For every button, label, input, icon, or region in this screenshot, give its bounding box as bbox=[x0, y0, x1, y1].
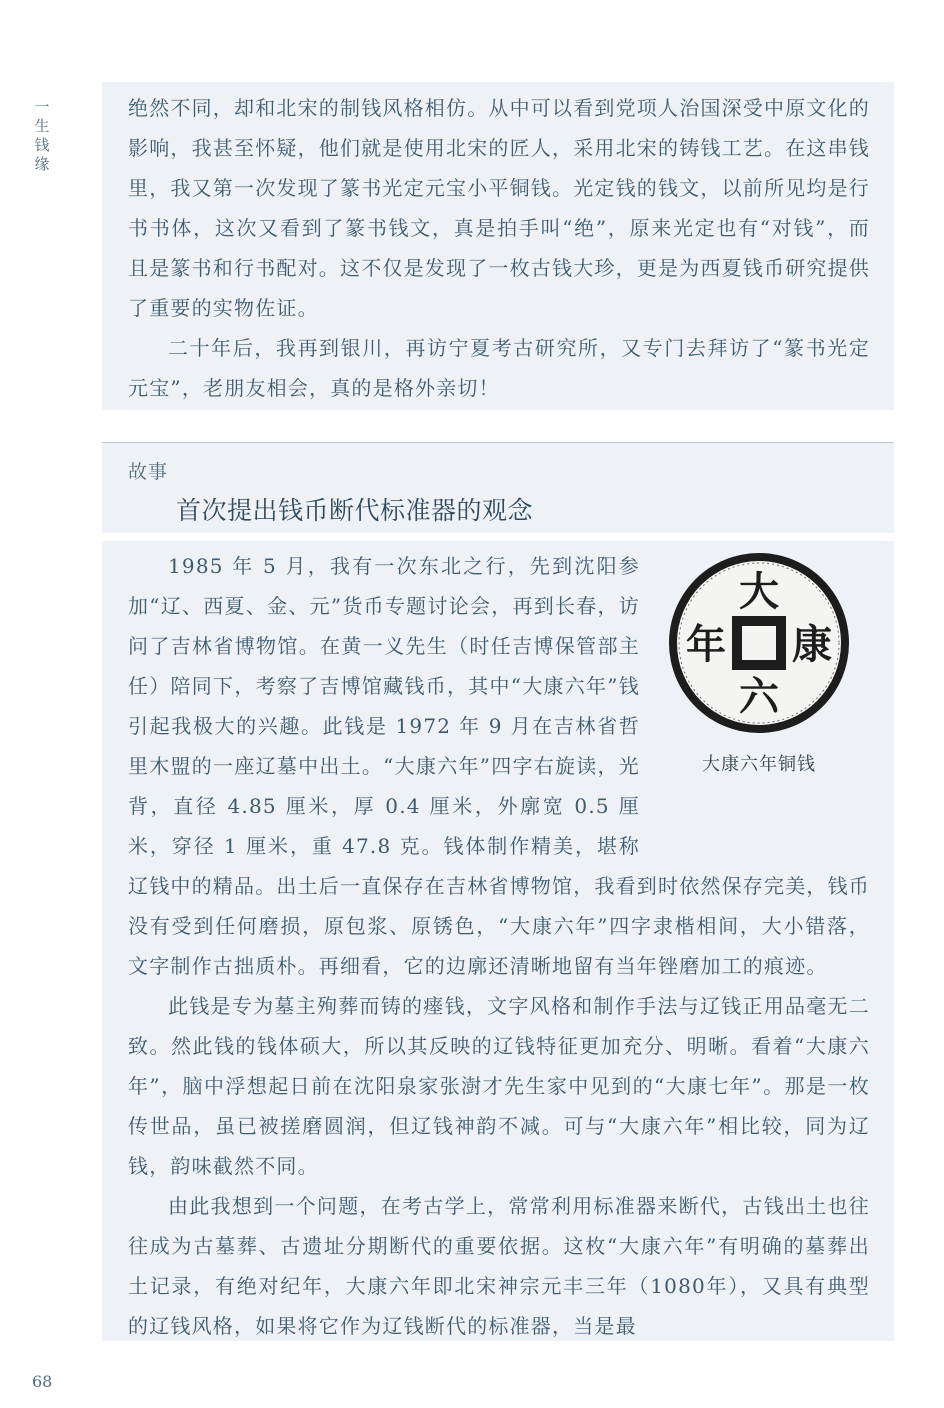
paragraph: 1985 年 5 月，我有一次东北之行，先到沈阳参加“辽、西夏、金、元”货币专题讨论会，再到长春，访问了吉林省博物馆。在黄一义先生（时任吉博保管部主任）陪同下，考察了吉博馆藏钱币，其中“大康六年”钱引起我极大的兴趣。此钱是 1972 年 9 月在吉林省哲里木盟的一座辽墓中出土。“大康六年”四字右旋读，光背，直径 4.85 厘米，厚 0.4 厘米，外廓宽 0.5 厘米，穿径 1 厘米，重 47.8 克。钱体制作精美，堪称辽钱中的精品。出土后一直保存在吉林省博物馆，我看到时依然保存完美，钱币没有受到任何磨损，原包浆、原锈色，“大康六年”四字隶楷相间，大小错落，文字制作古拙质朴。再细看，它的边廓还清晰地留有当年锉磨加工的痕迹。 bbox=[128, 554, 870, 978]
running-header bbox=[26, 98, 58, 174]
figure-caption: 大康六年铜钱 bbox=[702, 754, 816, 775]
story-header bbox=[102, 442, 894, 533]
coin-char-right: 康 bbox=[792, 621, 832, 668]
running-header-char: 钱 bbox=[34, 136, 50, 154]
paragraph: 二十年后，我再到银川，再访宁夏考古研究所，又专门去拜访了“篆书光定元宝”，老朋友相会，真的是格外亲切！ bbox=[128, 336, 870, 400]
story-label: 故事 bbox=[128, 461, 169, 483]
running-header-char: 缘 bbox=[34, 155, 50, 173]
story-body bbox=[128, 546, 870, 1346]
coin-figure bbox=[648, 546, 870, 836]
continued-text bbox=[128, 88, 870, 408]
running-header-char: 一 bbox=[34, 98, 50, 116]
coin-char-bottom: 六 bbox=[739, 673, 779, 720]
paragraph: 此钱是专为墓主殉葬而铸的瘗钱，文字风格和制作手法与辽钱正用品毫无二致。然此钱的钱体硕大，所以其反映的辽钱特征更加充分、明晰。看着“大康六年”，脑中浮想起日前在沈阳泉家张澍才先生家中见到的“大康七年”。那是一枚传世品，虽已被搓磨圆润，但辽钱神韵不减。可与“大康六年”相比较，同为辽钱，韵味截然不同。 bbox=[128, 994, 870, 1178]
continued-text-panel bbox=[102, 82, 894, 410]
paragraph: 绝然不同，却和北宋的制钱风格相仿。从中可以看到党项人治国深受中原文化的影响，我甚至怀疑，他们就是使用北宋的匠人，采用北宋的铸钱工艺。在这串钱里，我又第一次发现了篆书光定元宝小平铜钱。光定钱的钱文，以前所见均是行书书体，这次又看到了篆书钱文，真是拍手叫“绝”，原来光定也有“对钱”，而且是篆书和行书配对。这不仅是发现了一枚古钱大珍，更是为西夏钱币研究提供了重要的实物佐证。 bbox=[128, 96, 870, 320]
coin-rubbing-image bbox=[666, 550, 852, 736]
page-number: 68 bbox=[32, 1372, 53, 1391]
coin-char-top: 大 bbox=[739, 568, 779, 615]
running-header-char: 生 bbox=[34, 117, 50, 135]
paragraph: 由此我想到一个问题，在考古学上，常常利用标准器来断代，古钱出土也往往成为古墓葬、古遗址分期断代的重要依据。这枚“大康六年”有明确的墓葬出土记录，有绝对纪年，大康六年即北宋神宗元丰三年（1080年），又具有典型的辽钱风格，如果将它作为辽钱断代的标准器，当是最 bbox=[128, 1194, 870, 1338]
story-body-panel bbox=[102, 541, 894, 1341]
story-title: 首次提出钱币断代标准器的观念 bbox=[176, 496, 534, 525]
coin-char-left: 年 bbox=[686, 621, 726, 668]
